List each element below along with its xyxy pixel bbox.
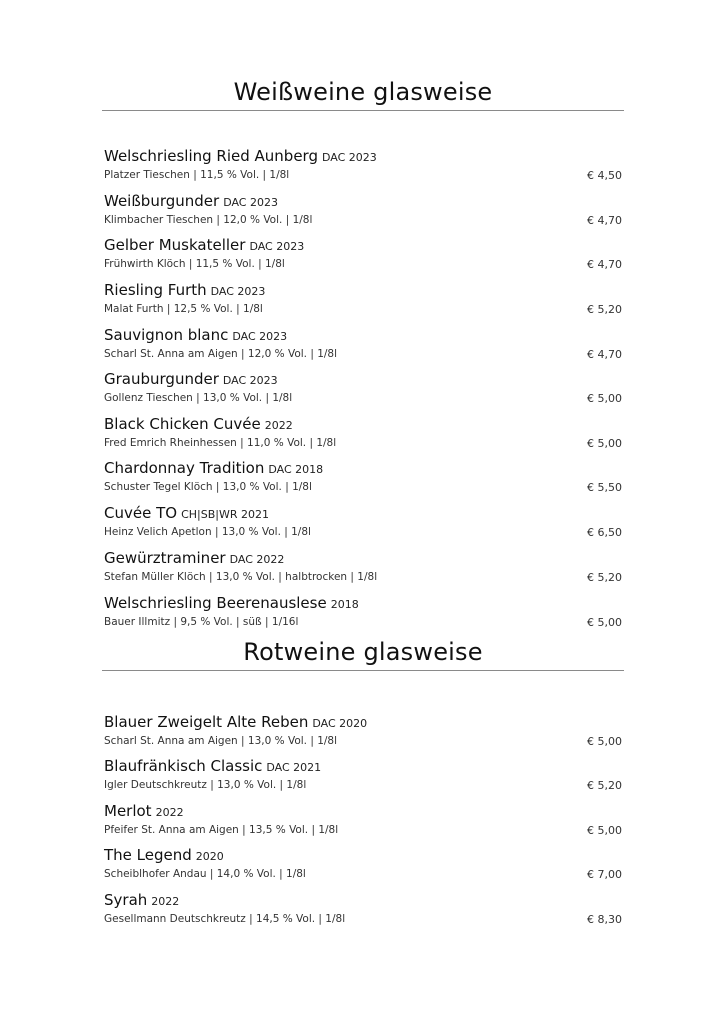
wine-detail: Heinz Velich Apetlon | 13,0 % Vol. | 1/8l — [104, 526, 311, 538]
wine-vintage: DAC 2023 — [210, 285, 266, 298]
wine-item — [104, 549, 622, 589]
wine-price: € 5,00 — [587, 824, 622, 837]
wine-detail: Fred Emrich Rheinhessen | 11,0 % Vol. | 1/8l — [104, 437, 337, 449]
wine-item — [104, 891, 622, 931]
wine-vintage: 2022 — [155, 806, 184, 819]
section-title-red-wines: Rotweine glasweise — [243, 638, 483, 666]
wine-name: Sauvignon blanc DAC 2023 — [104, 326, 288, 344]
wine-detail: Malat Furth | 12,5 % Vol. | 1/8l — [104, 303, 263, 315]
wine-detail: Klimbacher Tieschen | 12,0 % Vol. | 1/8l — [104, 214, 313, 226]
wine-name: Gelber Muskateller DAC 2023 — [104, 236, 305, 254]
wine-item — [104, 802, 622, 842]
wine-item — [104, 415, 622, 455]
wine-price: € 5,00 — [587, 735, 622, 748]
wine-name: Riesling Furth DAC 2023 — [104, 281, 266, 299]
wine-vintage: DAC 2023 — [232, 330, 288, 343]
wine-detail: Scheiblhofer Andau | 14,0 % Vol. | 1/8l — [104, 868, 306, 880]
wine-item — [104, 757, 622, 797]
wine-name: Gewürztraminer DAC 2022 — [104, 549, 285, 567]
wine-price: € 5,20 — [587, 779, 622, 792]
wine-vintage: 2022 — [151, 895, 180, 908]
wine-vintage: 2020 — [195, 850, 224, 863]
wine-detail: Bauer Illmitz | 9,5 % Vol. | süß | 1/16l — [104, 616, 299, 628]
wine-detail: Platzer Tieschen | 11,5 % Vol. | 1/8l — [104, 169, 290, 181]
wine-detail: Pfeifer St. Anna am Aigen | 13,5 % Vol. | 1/8l — [104, 824, 339, 836]
wine-item — [104, 594, 622, 634]
wine-price: € 4,70 — [587, 214, 622, 227]
wine-vintage: DAC 2023 — [321, 151, 377, 164]
wine-name: Welschriesling Ried Aunberg DAC 2023 — [104, 147, 377, 165]
wine-detail: Gollenz Tieschen | 13,0 % Vol. | 1/8l — [104, 392, 293, 404]
wine-item — [104, 846, 622, 886]
wine-vintage: DAC 2018 — [268, 463, 324, 476]
wine-item — [104, 281, 622, 321]
section-title-white-wines: Weißweine glasweise — [233, 78, 493, 106]
wine-detail: Schuster Tegel Klöch | 13,0 % Vol. | 1/8l — [104, 481, 312, 493]
wine-name: Cuvée TO CH|SB|WR 2021 — [104, 504, 269, 522]
wine-name: Chardonnay Tradition DAC 2018 — [104, 459, 324, 477]
wine-price: € 5,20 — [587, 303, 622, 316]
wine-price: € 4,50 — [587, 169, 622, 182]
wine-item — [104, 192, 622, 232]
wine-price: € 8,30 — [587, 913, 622, 926]
wine-price: € 5,00 — [587, 437, 622, 450]
wine-detail: Frühwirth Klöch | 11,5 % Vol. | 1/8l — [104, 258, 285, 270]
section-divider — [102, 670, 624, 671]
wine-item — [104, 504, 622, 544]
wine-vintage: DAC 2020 — [312, 717, 368, 730]
wine-price: € 5,50 — [587, 481, 622, 494]
wine-price: € 5,00 — [587, 616, 622, 629]
wine-price: € 6,50 — [587, 526, 622, 539]
wine-item — [104, 370, 622, 410]
wine-item — [104, 459, 622, 499]
wine-vintage: 2018 — [330, 598, 359, 611]
wine-vintage: CH|SB|WR 2021 — [181, 508, 269, 521]
wine-item — [104, 236, 622, 276]
wine-vintage: DAC 2023 — [223, 196, 278, 209]
wine-name: Blauer Zweigelt Alte Reben DAC 2020 — [104, 713, 368, 731]
section-divider — [102, 110, 624, 111]
wine-name: Blaufränkisch Classic DAC 2021 — [104, 757, 322, 775]
wine-detail: Scharl St. Anna am Aigen | 12,0 % Vol. | 1/8l — [104, 348, 338, 360]
wine-item — [104, 326, 622, 366]
wine-item — [104, 713, 622, 753]
wine-vintage: DAC 2022 — [229, 553, 285, 566]
wine-name: The Legend 2020 — [104, 846, 224, 864]
wine-detail: Gesellmann Deutschkreutz | 14,5 % Vol. | 1/8l — [104, 913, 346, 925]
wine-detail: Scharl St. Anna am Aigen | 13,0 % Vol. | 1/8l — [104, 735, 338, 747]
wine-name: Grauburgunder DAC 2023 — [104, 370, 278, 388]
wine-name: Merlot 2022 — [104, 802, 184, 820]
wine-item — [104, 147, 622, 187]
wine-vintage: DAC 2023 — [249, 240, 305, 253]
wine-vintage: DAC 2021 — [266, 761, 322, 774]
wine-detail: Stefan Müller Klöch | 13,0 % Vol. | halbtrocken | 1/8l — [104, 571, 378, 583]
wine-detail: Igler Deutschkreutz | 13,0 % Vol. | 1/8l — [104, 779, 307, 791]
wine-price: € 7,00 — [587, 868, 622, 881]
wine-price: € 4,70 — [587, 348, 622, 361]
wine-price: € 5,00 — [587, 392, 622, 405]
wine-name: Black Chicken Cuvée 2022 — [104, 415, 293, 433]
wine-vintage: DAC 2023 — [222, 374, 278, 387]
wine-price: € 5,20 — [587, 571, 622, 584]
wine-name: Syrah 2022 — [104, 891, 180, 909]
wine-name: Weißburgunder DAC 2023 — [104, 192, 278, 210]
wine-vintage: 2022 — [264, 419, 293, 432]
wine-price: € 4,70 — [587, 258, 622, 271]
wine-name: Welschriesling Beerenauslese 2018 — [104, 594, 359, 612]
